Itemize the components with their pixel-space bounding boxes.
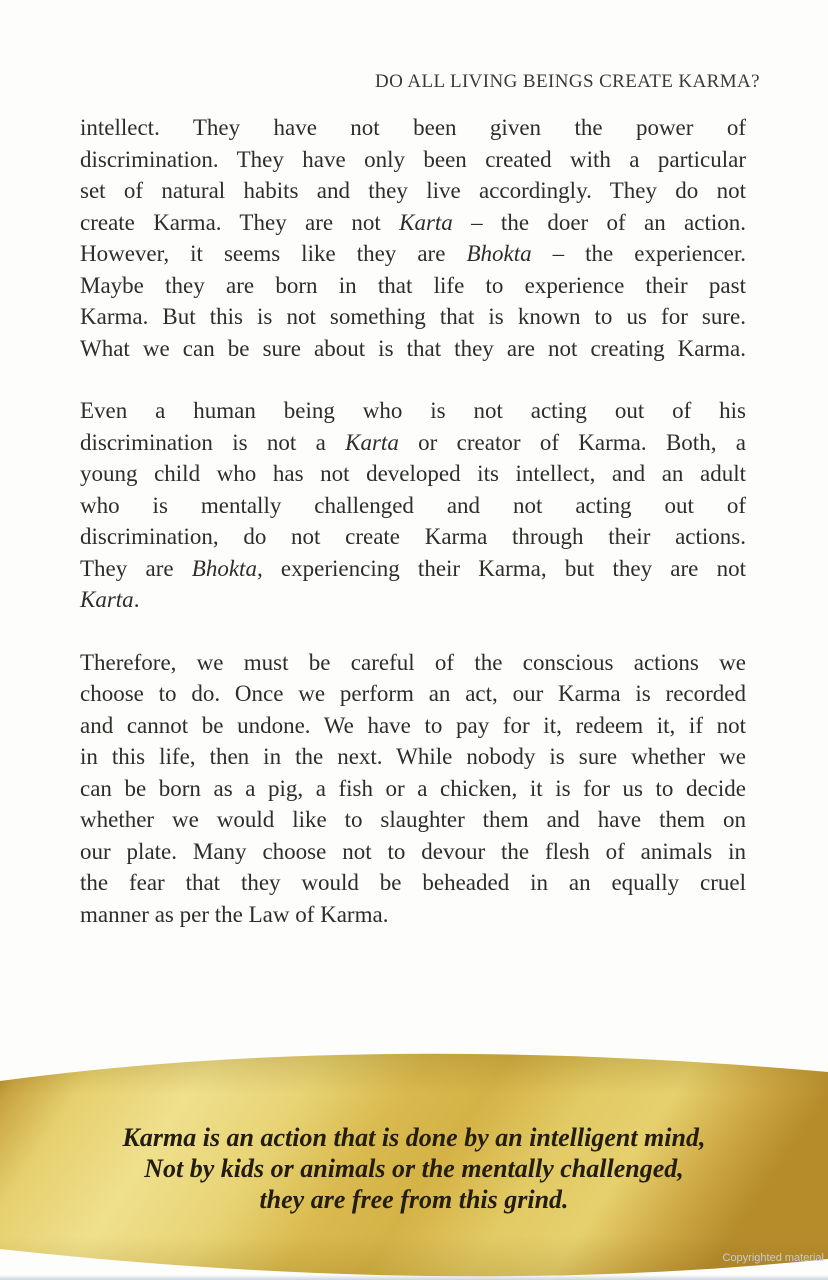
text-line: [80, 270, 746, 302]
text-segment: or creator of Karma. Both, a: [398, 429, 746, 455]
text-line: [80, 899, 746, 931]
text-segment: can be born as a pig, a fish or a chicken, it is for us to decide: [80, 775, 746, 801]
text-line: [80, 553, 746, 585]
text-line: [80, 395, 746, 427]
body-paragraphs: [80, 112, 746, 961]
text-segment: .: [133, 587, 140, 612]
italic-term: Karta: [80, 587, 134, 612]
italic-term: Bhokta,: [191, 555, 263, 581]
text-line: [80, 333, 746, 365]
text-line: [80, 301, 746, 333]
text-segment: young child who has not developed its intellect, and an adult: [80, 461, 746, 486]
copyright-watermark: Copyrighted material: [722, 1252, 824, 1264]
text-line: [80, 804, 746, 836]
text-segment: set of natural habits and they live accordingly. They do not: [80, 178, 746, 203]
text-line: [80, 427, 746, 459]
text-line: [80, 238, 746, 270]
italic-term: Karta: [345, 429, 399, 455]
text-segment: Karma. But this is not something that is known to us for sure.: [80, 304, 746, 329]
text-segment: – the experiencer.: [531, 241, 746, 266]
banner-quote-line-2: Not by kids or animals or the mentally challenged,: [144, 1154, 684, 1183]
text-segment: whether we would like to slaughter them and have them on: [80, 807, 746, 832]
text-line: [80, 773, 746, 805]
text-segment: Therefore, we must be careful of the conscious actions we: [80, 649, 746, 675]
paragraph: [80, 112, 746, 364]
italic-term: Karta: [399, 209, 453, 235]
text-line: [80, 836, 746, 868]
paragraph: [80, 647, 746, 931]
text-line: [80, 678, 746, 710]
text-line: [80, 112, 746, 144]
banner-quote: [0, 1122, 828, 1215]
text-segment: However, it seems like they are: [80, 241, 467, 266]
text-segment: choose to do. Once we perform an act, our Karma is recorded: [80, 681, 746, 706]
text-segment: What we can be sure about is that they are not creating Karma.: [80, 335, 746, 361]
text-line: [80, 741, 746, 773]
text-segment: discrimination, do not create Karma through their actions.: [80, 524, 746, 549]
text-segment: They are: [80, 555, 192, 581]
text-segment: Even a human being who is not acting out of his: [80, 398, 746, 423]
text-line: [80, 584, 746, 616]
running-header: DO ALL LIVING BEINGS CREATE KARMA?: [375, 71, 760, 92]
text-segment: the fear that they would be beheaded in an equally cruel: [80, 870, 746, 895]
text-segment: discrimination is not a: [80, 429, 346, 455]
text-segment: and cannot be undone. We have to pay for it, redeem it, if not: [80, 712, 746, 738]
text-segment: manner as per the Law of Karma.: [80, 901, 389, 927]
text-line: [80, 175, 746, 207]
text-line: [80, 710, 746, 742]
text-line: [80, 867, 746, 899]
banner-quote-line-3: they are free from this grind.: [259, 1185, 569, 1214]
text-segment: intellect. They have not been given the power of: [80, 115, 746, 140]
text-line: [80, 458, 746, 490]
paragraph: [80, 395, 746, 616]
text-line: [80, 144, 746, 176]
text-segment: – the doer of an action.: [452, 209, 746, 235]
text-segment: who is mentally challenged and not acting out of: [80, 492, 746, 518]
text-segment: in this life, then in the next. While nobody is sure whether we: [80, 744, 746, 769]
text-segment: create Karma. They are not: [80, 209, 400, 235]
text-line: [80, 490, 746, 522]
text-segment: our plate. Many choose not to devour the flesh of animals in: [80, 838, 746, 864]
banner-quote-line-1: Karma is an action that is done by an intelligent mind,: [122, 1123, 706, 1152]
text-line: [80, 521, 746, 553]
text-segment: discrimination. They have only been created with a particular: [80, 146, 746, 172]
text-line: [80, 207, 746, 239]
italic-term: Bhokta: [466, 241, 532, 266]
gold-banner: [0, 1050, 828, 1280]
text-line: [80, 647, 746, 679]
text-segment: Maybe they are born in that life to experience their past: [80, 272, 746, 298]
text-segment: experiencing their Karma, but they are not: [262, 555, 746, 581]
